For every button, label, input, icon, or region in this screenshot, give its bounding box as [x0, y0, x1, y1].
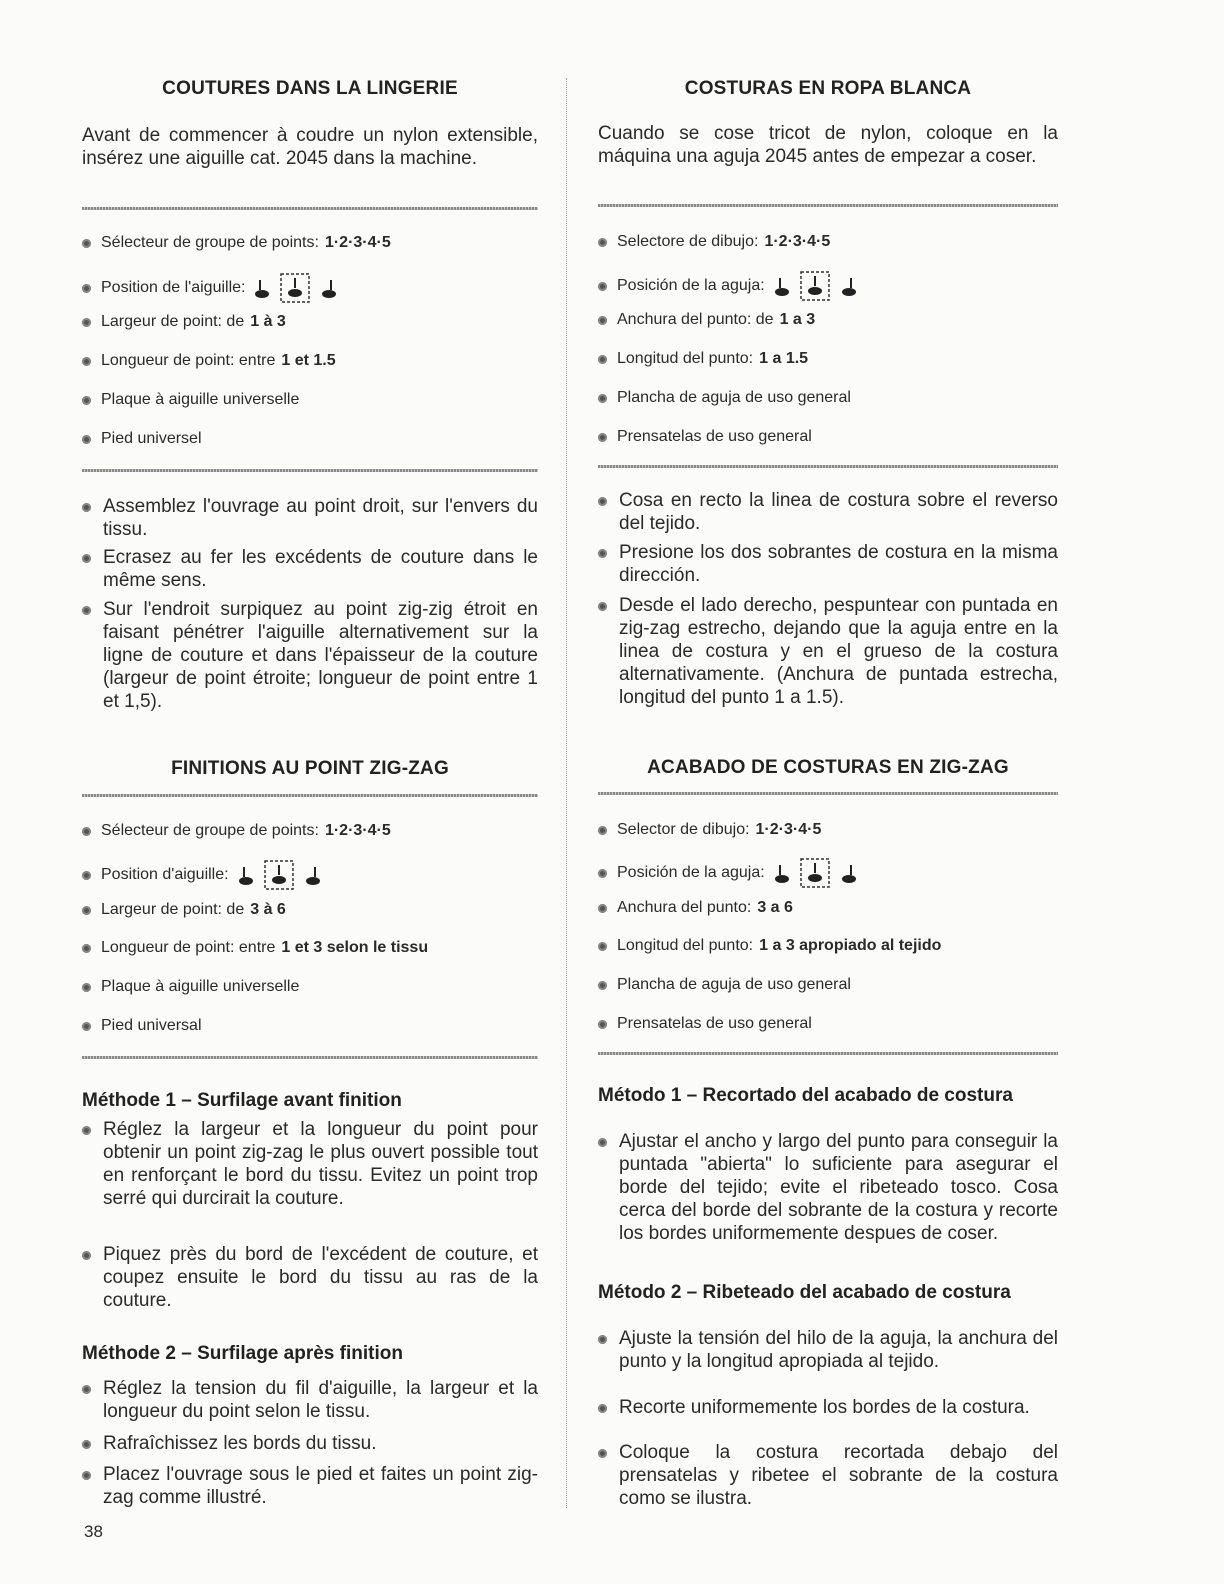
bullet-icon — [82, 435, 91, 444]
step-item: Rafraîchissez les bords du tissu. — [82, 1432, 538, 1455]
step-item: Piquez près du bord de l'excédent de couture, et coupez ensuite le bord du tissu au ras de la couture. — [82, 1243, 538, 1312]
bullet-icon — [82, 606, 91, 615]
bullet-icon — [598, 238, 607, 247]
bullet-icon — [82, 1126, 91, 1135]
spec-item: Largeur de point: de 3 à 6 — [82, 900, 538, 920]
bullet-icon — [82, 396, 91, 405]
step-item: Réglez la largeur et la longueur du point pour obtenir un point zig-zag le plus ouvert possible tout en renforçant le bord du tissu. Evitez un point trop serré qui durcirait la couture. — [82, 1118, 538, 1210]
step-item: Sur l'endroit surpiquez au point zig-zig étroit en faisant pénétrer l'aiguille alternativement sur la ligne de couture et dans l'épaisseur de la couture (largeur de point étroite; longueur de point entre 1 et 1,5). — [82, 598, 538, 713]
intro-paragraph: Avant de commencer à coudre un nylon extensible, insérez une aiguille cat. 2045 dans la machine. — [82, 125, 538, 169]
needle-position-icon — [253, 272, 337, 304]
section-title-zigzag: FINITIONS AU POINT ZIG-ZAG — [171, 758, 449, 779]
spec-item: Largeur de point: de 1 à 3 — [82, 312, 538, 332]
bullet-icon — [598, 1404, 607, 1413]
bullet-icon — [82, 1022, 91, 1031]
section-title-ropa-blanca: COSTURAS EN ROPA BLANCA — [684, 78, 972, 99]
bullet-icon — [598, 1335, 607, 1344]
needle-position-icon — [237, 859, 321, 891]
bullet-icon — [598, 869, 607, 878]
bullet-icon — [598, 433, 607, 442]
divider — [598, 465, 1058, 468]
step-item: Desde el lado derecho, pespuntear con puntada en zig-zag estrecho, dejando que la aguja entre en la linea de costura y en el grueso de la costura alternativamente. (Anchura de puntada estrecha, longitud del punto 1 a 1.5). — [598, 594, 1058, 709]
bullet-icon — [598, 942, 607, 951]
page-number: 38 — [84, 1522, 103, 1541]
bullet-icon — [82, 503, 91, 512]
divider — [82, 1056, 538, 1059]
bullet-icon — [598, 602, 607, 611]
step-item: Recorte uniformemente los bordes de la costura. — [598, 1396, 1058, 1419]
method-2-title: Méthode 2 – Surfilage après finition — [82, 1343, 403, 1364]
bullet-icon — [82, 944, 91, 953]
bullet-icon — [82, 1251, 91, 1260]
spec-item: Selectore de dibujo: 1·2·3·4·5 — [598, 232, 1058, 252]
divider — [598, 1052, 1058, 1055]
bullet-icon — [82, 1440, 91, 1449]
needle-position-icon — [773, 857, 857, 889]
bullet-icon — [598, 282, 607, 291]
spec-item: Sélecteur de groupe de points: 1·2·3·4·5 — [82, 233, 538, 253]
bullet-icon — [82, 1471, 91, 1480]
section-title-acabado: ACABADO DE COSTURAS EN ZIG-ZAG — [647, 757, 1009, 778]
spec-item: Position de l'aiguille: — [82, 272, 538, 304]
spec-item: Plancha de aguja de uso general — [598, 975, 1058, 995]
bullet-icon — [598, 1449, 607, 1458]
bullet-icon — [598, 981, 607, 990]
spec-item: Posición de la aguja: — [598, 270, 1058, 302]
divider — [82, 207, 538, 210]
spec-item: Longueur de point: entre 1 et 3 selon le tissu — [82, 938, 538, 958]
method-1-title: Méthode 1 – Surfilage avant finition — [82, 1090, 402, 1111]
column-divider — [566, 78, 567, 1508]
spec-item: Longueur de point: entre 1 et 1.5 — [82, 351, 538, 371]
spec-item: Plancha de aguja de uso general — [598, 388, 1058, 408]
step-item: Ajustar el ancho y largo del punto para conseguir la puntada "abierta" lo suficiente para asegurar el borde del tejido; evite el ribeteado tosco. Cosa cerca del borde del sobrante de la costura y recorte los bordes uniformemente despues de coser. — [598, 1130, 1058, 1245]
step-item: Placez l'ouvrage sous le pied et faites un point zig-zag comme illustré. — [82, 1463, 538, 1509]
step-item: Ecrasez au fer les excédents de couture dans le même sens. — [82, 546, 538, 592]
spec-item: Plaque à aiguille universelle — [82, 977, 538, 997]
spec-item: Prensatelas de uso general — [598, 427, 1058, 447]
intro-paragraph: Cuando se cose tricot de nylon, coloque en la máquina una aguja 2045 antes de empezar a coser. — [598, 123, 1058, 167]
spec-item: Sélecteur de groupe de points: 1·2·3·4·5 — [82, 821, 538, 841]
bullet-icon — [82, 827, 91, 836]
bullet-icon — [598, 1138, 607, 1147]
spec-item: Longitud del punto: 1 a 3 apropiado al tejido — [598, 936, 1058, 956]
spec-item: Anchura del punto: de 1 a 3 — [598, 310, 1058, 330]
bullet-icon — [598, 394, 607, 403]
step-item: Presione los dos sobrantes de costura en la misma dirección. — [598, 541, 1058, 587]
step-item: Coloque la costura recortada debajo del prensatelas y ribetee el sobrante de la costura como se ilustra. — [598, 1441, 1058, 1510]
bullet-icon — [598, 316, 607, 325]
bullet-icon — [82, 318, 91, 327]
bullet-icon — [598, 355, 607, 364]
divider — [82, 469, 538, 472]
bullet-icon — [598, 826, 607, 835]
needle-position-icon — [773, 270, 857, 302]
bullet-icon — [598, 1020, 607, 1029]
divider — [82, 794, 538, 797]
bullet-icon — [598, 904, 607, 913]
bullet-icon — [598, 549, 607, 558]
spec-item: Selector de dibujo: 1·2·3·4·5 — [598, 820, 1058, 840]
bullet-icon — [598, 497, 607, 506]
step-item: Assemblez l'ouvrage au point droit, sur l'envers du tissu. — [82, 495, 538, 541]
bullet-icon — [82, 871, 91, 880]
method-1-title: Método 1 – Recortado del acabado de costura — [598, 1085, 1013, 1106]
bullet-icon — [82, 239, 91, 248]
spec-item: Posición de la aguja: — [598, 857, 1058, 889]
bullet-icon — [82, 284, 91, 293]
bullet-icon — [82, 983, 91, 992]
method-2-title: Método 2 – Ribeteado del acabado de costura — [598, 1282, 1011, 1303]
spec-item: Pied universal — [82, 1016, 538, 1036]
spec-item: Longitud del punto: 1 a 1.5 — [598, 349, 1058, 369]
spec-item: Anchura del punto: 3 a 6 — [598, 898, 1058, 918]
divider — [598, 792, 1058, 795]
bullet-icon — [82, 906, 91, 915]
bullet-icon — [82, 554, 91, 563]
spec-item: Plaque à aiguille universelle — [82, 390, 538, 410]
divider — [598, 204, 1058, 207]
spec-item: Prensatelas de uso general — [598, 1014, 1058, 1034]
section-title-lingerie: COUTURES DANS LA LINGERIE — [162, 78, 458, 99]
step-item: Ajuste la tensión del hilo de la aguja, la anchura del punto y la longitud apropiada al tejido. — [598, 1327, 1058, 1373]
step-item: Réglez la tension du fil d'aiguille, la largeur et la longueur du point selon le tissu. — [82, 1377, 538, 1423]
step-item: Cosa en recto la linea de costura sobre el reverso del tejido. — [598, 489, 1058, 535]
spec-item: Pied universel — [82, 429, 538, 449]
bullet-icon — [82, 357, 91, 366]
bullet-icon — [82, 1385, 91, 1394]
spec-item: Position d'aiguille: — [82, 859, 538, 891]
